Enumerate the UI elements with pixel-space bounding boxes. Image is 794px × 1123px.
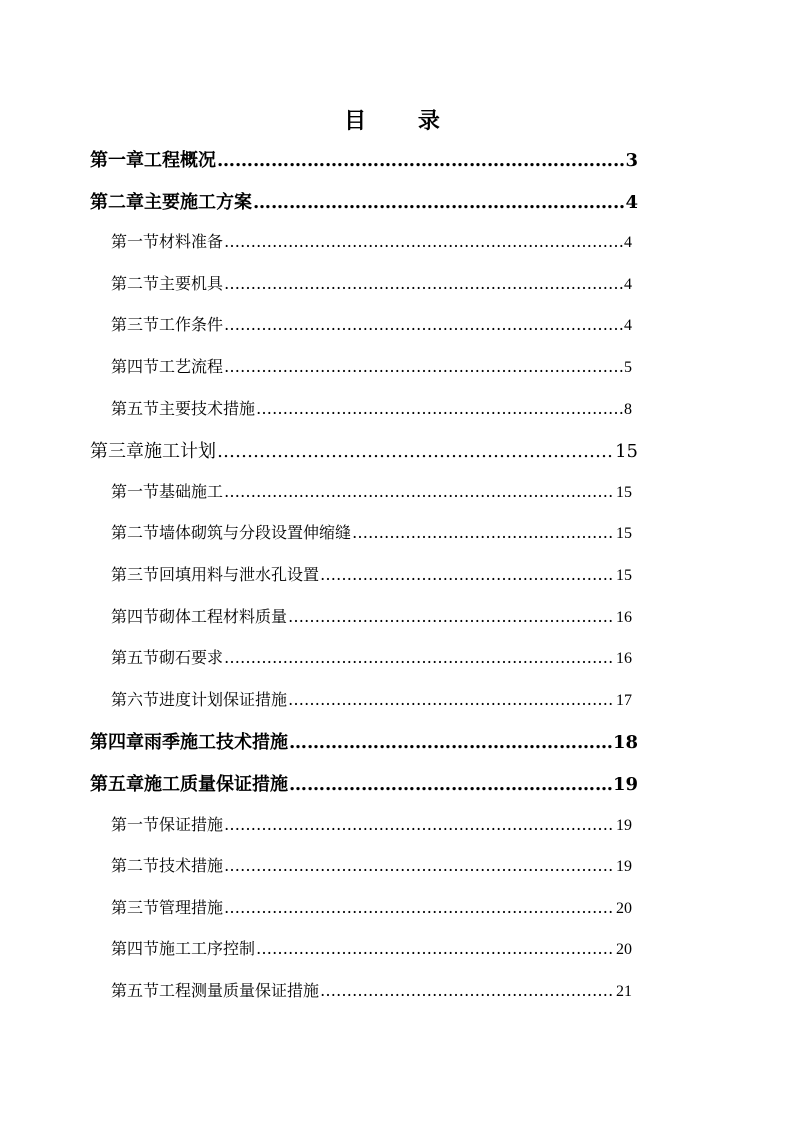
toc-section-entry[interactable] [111,936,632,960]
toc-section-entry[interactable] [111,978,632,1002]
toc-entry-number: 第四章 [90,732,144,754]
dot-leader [224,315,623,334]
toc-entry-page-number: 18 [612,732,638,754]
toc-section-entry[interactable] [111,604,632,628]
toc-section-entry[interactable] [111,520,632,544]
toc-entry-page-number: 15 [616,567,632,584]
toc-entry-page-number: 15 [616,483,632,501]
toc-entry-number: 第五节 [111,981,160,1000]
dot-leader [289,774,612,795]
toc-entry-label: 砌体工程材料质量 [159,606,288,626]
dot-leader [256,939,615,958]
toc-entry-number: 第一节 [111,232,160,252]
toc-entry-number: 第四节 [111,357,160,376]
toc-entry-number: 第二章 [90,191,144,213]
toc-entry-label: 工作条件 [159,315,224,335]
toc-entry-label: 工艺流程 [159,357,224,376]
toc-entry-label: 主要施工方案 [144,191,252,213]
toc-section-entry[interactable] [111,229,632,253]
toc-entry-number: 第三节 [111,897,160,917]
toc-entry-label: 技术措施 [159,856,224,876]
dot-leader [224,856,615,875]
toc-section-entry[interactable] [111,562,632,586]
dot-leader [352,523,615,542]
toc-entry-page-number: 19 [612,774,638,795]
dot-leader [224,648,615,667]
dot-leader [224,232,623,251]
toc-chapter-entry[interactable] [90,146,638,172]
toc-entry-page-number: 19 [616,858,632,876]
toc-section-entry[interactable] [111,853,632,877]
toc-entry-label: 保证措施 [159,814,224,834]
toc-entry-number: 第三章 [90,441,144,463]
toc-entry-label: 砌石要求 [159,648,224,668]
dot-leader [288,690,615,709]
toc-chapter-entry[interactable] [90,728,638,754]
toc-entry-page-number: 3 [625,150,638,171]
toc-chapter-entry[interactable] [90,770,638,796]
toc-entry-number: 第一章 [90,150,144,171]
dot-leader [224,815,615,834]
toc-entry-number: 第四节 [111,939,160,959]
toc-entry-number: 第六节 [111,689,160,709]
toc-title: 目 录 [344,108,462,134]
toc-entry-label: 工程概况 [144,150,216,171]
toc-entry-label: 材料准备 [159,232,224,252]
toc-section-entry[interactable] [111,645,632,669]
toc-section-entry[interactable] [111,812,632,836]
toc-section-entry[interactable] [111,271,632,295]
toc-entry-number: 第三节 [111,565,160,584]
toc-chapter-entry[interactable] [90,188,638,214]
toc-entry-page-number: 16 [616,608,632,626]
toc-entry-label: 基础施工 [159,481,224,501]
toc-entry-page-number: 4 [624,275,632,293]
toc-entry-label: 施工计划 [144,441,216,463]
toc-entry-page-number: 4 [624,317,632,335]
toc-section-entry[interactable] [111,312,632,336]
toc-chapter-entry[interactable] [90,437,638,463]
toc-entry-label: 主要技术措施 [159,398,256,418]
toc-entry-number: 第五章 [90,774,144,795]
toc-entry-page-number: 15 [616,525,632,543]
toc-entry-page-number: 15 [615,441,638,463]
toc-entry-number: 第二节 [111,856,160,876]
toc-section-entry[interactable] [111,354,632,378]
toc-entry-number: 第二节 [111,273,160,293]
toc-entry-number: 第一节 [111,481,160,501]
toc-entry-page-number: 19 [616,816,632,834]
toc-section-entry[interactable] [111,687,632,711]
toc-entry-page-number: 21 [616,983,632,1000]
toc-entry-page-number: 4 [624,234,632,252]
toc-entry-number: 第一节 [111,814,160,834]
toc-entry-label: 进度计划保证措施 [159,689,288,709]
toc-section-entry[interactable] [111,895,632,919]
toc-entry-page-number: 20 [616,899,632,917]
toc-entry-page-number: 17 [616,691,632,709]
dot-leader [320,565,615,584]
toc-entry-label: 管理措施 [159,897,224,917]
dot-leader [217,441,614,462]
toc-entry-label: 施工工序控制 [159,939,256,959]
toc-entry-page-number: 8 [624,400,632,418]
toc-section-entry[interactable] [111,479,632,503]
dot-leader [253,192,624,213]
dot-leader [320,981,615,1000]
toc-entry-label: 墙体砌筑与分段设置伸缩缝 [159,523,352,543]
toc-entry-number: 第五节 [111,398,160,418]
toc-entry-label: 雨季施工技术措施 [144,732,288,754]
dot-leader [288,607,615,626]
toc-entry-label: 工程测量质量保证措施 [159,981,320,1000]
toc-entry-number: 第五节 [111,648,160,668]
dot-leader [224,274,623,293]
toc-entry-page-number: 4 [625,191,638,213]
toc-entry-number: 第四节 [111,606,160,626]
toc-entry-page-number: 20 [616,941,632,959]
toc-entry-label: 回填用料与泄水孔设置 [159,565,320,584]
toc-entry-label: 主要机具 [159,273,224,293]
toc-section-entry[interactable] [111,396,632,420]
dot-leader [256,399,623,418]
dot-leader [217,150,624,171]
dot-leader [289,732,612,753]
toc-entry-number: 第二节 [111,523,160,543]
dot-leader [224,898,615,917]
toc-entry-label: 施工质量保证措施 [144,774,288,795]
toc-entry-page-number: 16 [616,650,632,668]
dot-leader [224,357,623,376]
toc-entry-number: 第三节 [111,315,160,335]
toc-entry-page-number: 5 [624,359,632,376]
dot-leader [224,482,615,501]
